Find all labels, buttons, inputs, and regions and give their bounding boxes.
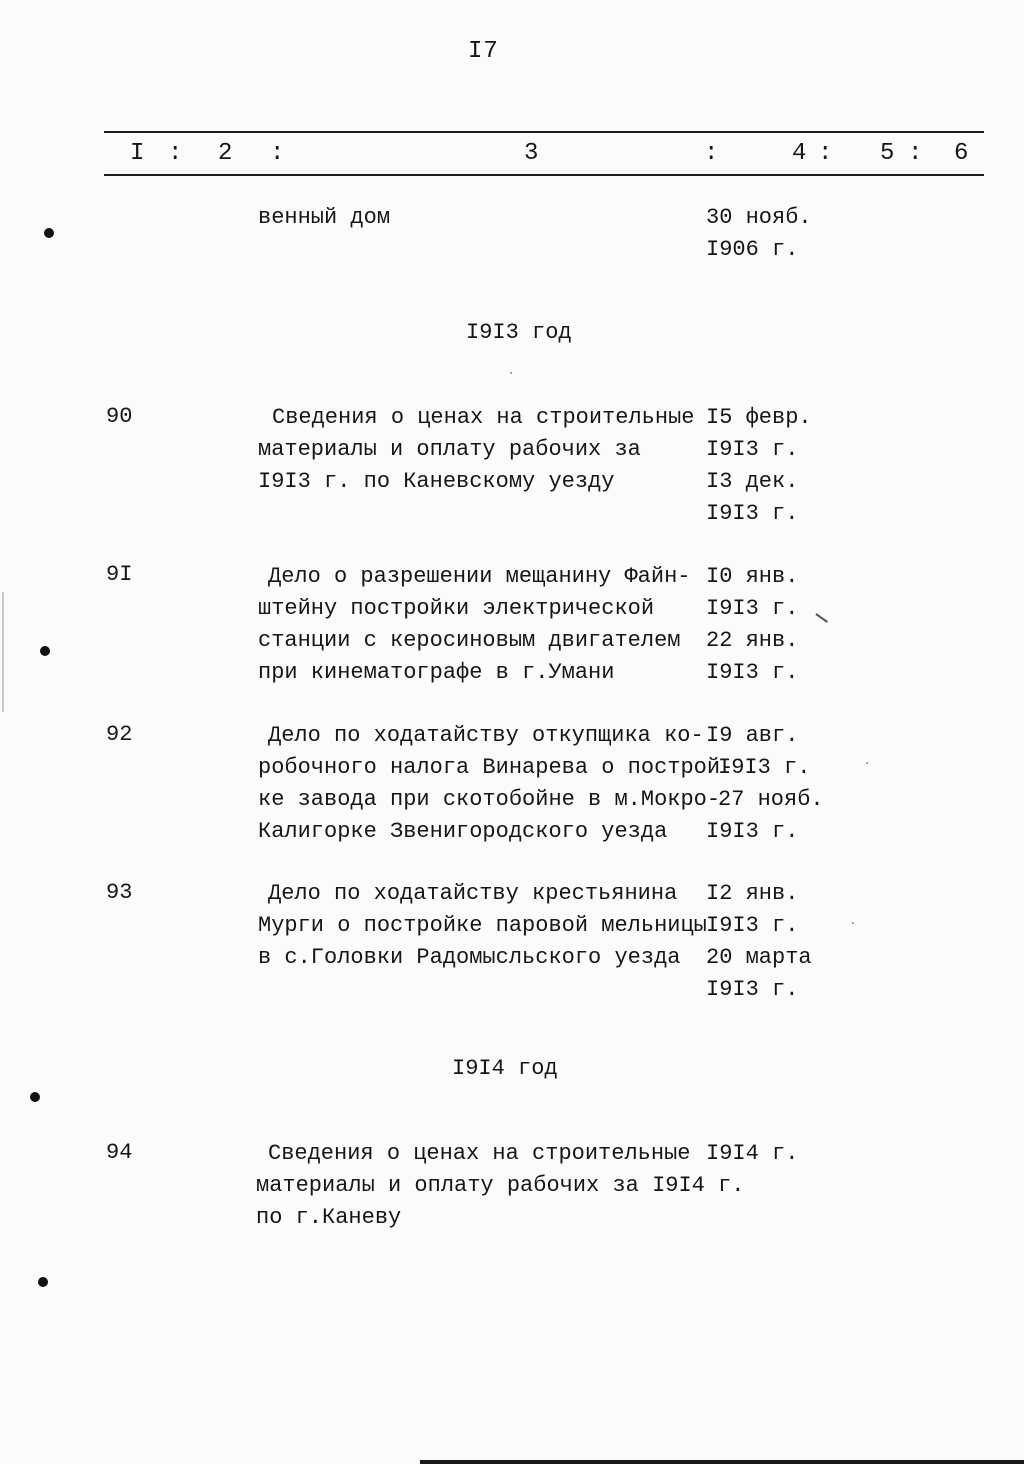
entry-94-line: по г.Каневу [256,1205,402,1230]
header-col-4: 4 [792,140,807,167]
carryover-title-line: венный дом [258,205,391,230]
entry-93-line: Мурги о постройке паровой мельницы [258,913,707,938]
entry-92-date: 27 нояб. [718,787,824,812]
entry-94-line: Сведения о ценах на строительные [268,1141,691,1166]
entry-92-date: I9I3 г. [706,819,799,844]
entry-90-date: I3 дек. [706,469,799,494]
entry-94-date: I9I4 г. [706,1141,799,1166]
entry-91-date: 22 янв. [706,628,799,653]
carryover-date-line: I906 г. [706,237,799,262]
entry-92-line: Калигорке Звенигородского уезда [258,819,668,844]
entry-93-date: I9I3 г. [706,913,799,938]
entry-number-90: 90 [106,404,133,429]
header-separator: : [818,140,833,167]
scan-edge [2,592,4,712]
pencil-check-mark [815,613,828,623]
header-separator: : [168,140,183,167]
entry-number-93: 93 [106,880,133,905]
entry-91-line: штейну постройки электрической [258,596,655,621]
header-col-5: 5 [880,140,895,167]
header-col-2: 2 [218,140,233,167]
carryover-date-line: 30 нояб. [706,205,812,230]
page-number: I7 [468,38,499,65]
entry-90-line: материалы и оплату рабочих за [258,437,641,462]
entry-92-date: I9I3 г. [718,755,811,780]
entry-93-line: Дело по ходатайству крестьянина [268,881,678,906]
scan-speck [510,372,512,374]
header-separator: : [908,140,923,167]
entry-90-line: Сведения о ценах на строительные [272,405,695,430]
entry-93-date: 20 марта [706,945,812,970]
year-heading-1914: I9I4 год [452,1056,558,1081]
punch-hole-mark [40,646,50,656]
header-col-3: 3 [524,140,539,167]
header-separator: : [704,140,719,167]
entry-91-line: станции с керосиновым двигателем [258,628,681,653]
entry-93-line: в с.Головки Радомысльского уезда [258,945,681,970]
entry-91-date: I0 янв. [706,564,799,589]
entry-91-date: I9I3 г. [706,660,799,685]
header-col-1: I [130,140,145,167]
entry-number-92: 92 [106,722,133,747]
entry-94-line: материалы и оплату рабочих за I9I4 г. [256,1173,745,1198]
entry-92-date: I9 авг. [706,723,799,748]
entry-92-line: робочного налога Винарева о построй- [258,755,734,780]
entry-90-date: I9I3 г. [706,501,799,526]
entry-90-date: I5 февр. [706,405,812,430]
scan-bottom-edge [420,1460,1024,1464]
punch-hole-mark [44,228,54,238]
entry-number-94: 94 [106,1140,133,1165]
scan-speck [852,922,854,924]
header-col-6: 6 [954,140,969,167]
entry-91-line: Дело о разрешении мещанину Файн- [268,564,691,589]
punch-hole-mark [38,1277,48,1287]
entry-number-91: 9I [106,562,133,587]
header-separator: : [270,140,285,167]
scan-speck [866,762,868,764]
entry-92-line: Дело по ходатайству откупщика ко- [268,723,704,748]
entry-90-date: I9I3 г. [706,437,799,462]
entry-91-line: при кинематографе в г.Умани [258,660,615,685]
entry-92-line: ке завода при скотобойне в м.Мокро- [258,787,721,812]
entry-93-date: I2 янв. [706,881,799,906]
entry-91-date: I9I3 г. [706,596,799,621]
entry-93-date: I9I3 г. [706,977,799,1002]
entry-90-line: I9I3 г. по Каневскому уезду [258,469,615,494]
header-bottom-rule [104,174,984,176]
header-top-rule [104,131,984,133]
punch-hole-mark [30,1092,40,1102]
year-heading-1913: I9I3 год [466,320,572,345]
